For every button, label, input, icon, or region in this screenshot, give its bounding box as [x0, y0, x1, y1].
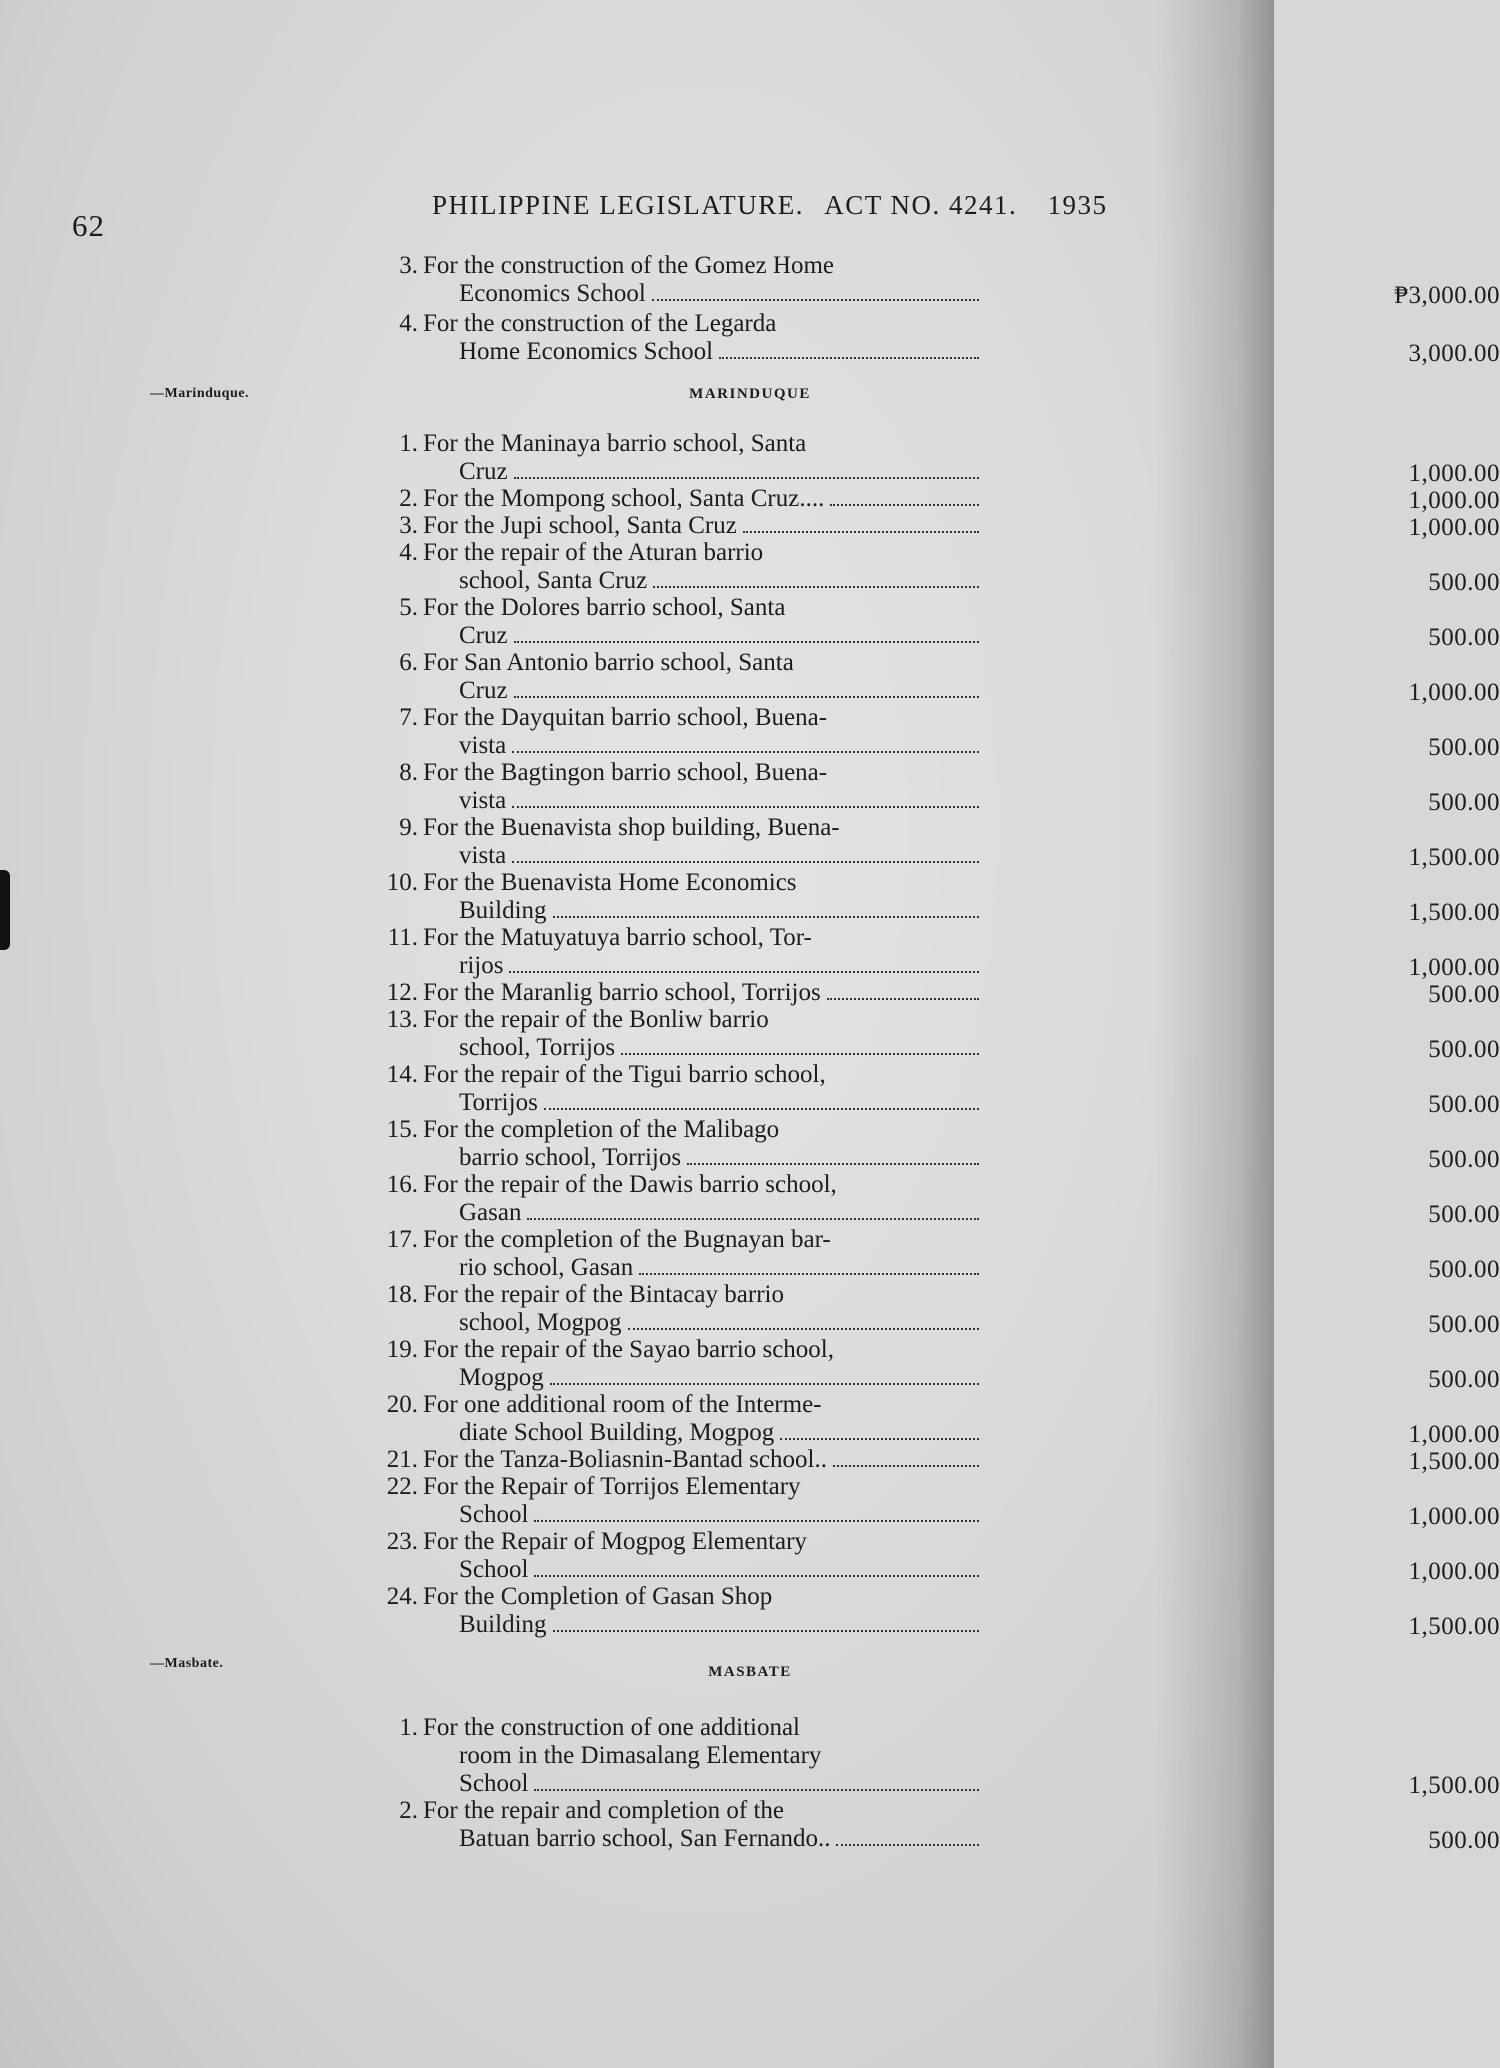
- item-description: [423, 1116, 983, 1172]
- item-number: 2.: [399, 485, 418, 512]
- item-number: 21.: [386, 1446, 418, 1473]
- item-description: [423, 814, 983, 870]
- dot-leader: [553, 1629, 979, 1632]
- item-amount: 1,500.00: [1408, 1772, 1500, 1799]
- item-description-line: School: [423, 1770, 983, 1798]
- item-description-line: vista: [423, 842, 983, 870]
- item-description-line: For the Dolores barrio school, Santa: [423, 594, 786, 621]
- item-number: 22.: [386, 1473, 418, 1500]
- dot-leader: [534, 1574, 979, 1577]
- item-number: 15.: [386, 1116, 418, 1143]
- item-description-line: vista: [423, 732, 983, 760]
- item-description-line: school, Mogpog: [423, 1309, 983, 1337]
- item-description-line: For the Tanza-Boliasnin-Bantad school..: [423, 1446, 983, 1474]
- item-amount: 1,500.00: [1408, 1448, 1500, 1475]
- item-description-line: For the repair of the Tigui barrio school,: [423, 1061, 826, 1088]
- item-description: [423, 1473, 983, 1529]
- item-number: 17.: [386, 1226, 418, 1253]
- item-amount: ₱3,000.00: [1394, 282, 1500, 309]
- item-description: [423, 979, 983, 1007]
- item-description: [423, 1583, 983, 1639]
- item-description-line: Economics School: [423, 280, 983, 308]
- item-number: 8.: [399, 759, 418, 786]
- item-amount: 1,000.00: [1408, 1503, 1500, 1530]
- item-description-line: Batuan barrio school, San Fernando..: [423, 1825, 983, 1853]
- item-amount: 500.00: [1428, 1827, 1500, 1854]
- item-description-line: For the repair of the Bintacay barrio: [423, 1281, 784, 1308]
- dot-leader: [836, 1843, 979, 1846]
- item-number: 24.: [386, 1583, 418, 1610]
- item-description-line: For the construction of the Gomez Home: [423, 252, 835, 279]
- item-description-line: For the Dayquitan barrio school, Buena-: [423, 704, 828, 731]
- dot-leader: [534, 1788, 979, 1791]
- running-head-year: 1935: [1047, 190, 1108, 220]
- item-description-line: For the completion of the Bugnayan bar-: [423, 1226, 831, 1253]
- dot-leader: [514, 640, 979, 643]
- item-number: 9.: [399, 814, 418, 841]
- item-number: 4.: [399, 310, 418, 337]
- item-amount: 1,000.00: [1408, 679, 1500, 706]
- item-description-line: For the Jupi school, Santa Cruz: [423, 512, 983, 540]
- item-amount: 500.00: [1428, 1036, 1500, 1063]
- binding-shadow: [0, 870, 10, 950]
- item-number: 13.: [386, 1006, 418, 1033]
- item-description-line: Cruz: [423, 458, 983, 486]
- item-number: 14.: [386, 1061, 418, 1088]
- item-amount: 500.00: [1428, 624, 1500, 651]
- dot-leader: [550, 1382, 979, 1385]
- item-description-line: barrio school, Torrijos: [423, 1144, 983, 1172]
- item-description-line: rijos: [423, 952, 983, 980]
- item-description-line: Torrijos: [423, 1089, 983, 1117]
- dot-leader: [621, 1052, 979, 1055]
- item-amount: 500.00: [1428, 789, 1500, 816]
- item-description: [423, 1391, 983, 1447]
- item-amount: 500.00: [1428, 1256, 1500, 1283]
- item-description-line: vista: [423, 787, 983, 815]
- dot-leader: [719, 356, 979, 359]
- item-description: [423, 1528, 983, 1584]
- item-amount: 500.00: [1428, 1311, 1500, 1338]
- section-heading-masbate: MASBATE: [708, 1664, 792, 1680]
- dot-leader: [743, 530, 979, 533]
- item-description-line: Building: [423, 897, 983, 925]
- dot-leader: [534, 1519, 979, 1522]
- item-number: 2.: [399, 1797, 418, 1824]
- running-head: [432, 190, 1108, 221]
- item-amount: 1,000.00: [1408, 954, 1500, 981]
- item-description: [423, 252, 983, 308]
- item-number: 5.: [399, 594, 418, 621]
- item-description: [423, 512, 983, 540]
- item-description-line: For one additional room of the Interme-: [423, 1391, 822, 1418]
- item-description-line: For the Maninaya barrio school, Santa: [423, 430, 807, 457]
- item-description: [423, 539, 983, 595]
- dot-leader: [509, 970, 979, 973]
- item-amount: 1,500.00: [1408, 899, 1500, 926]
- item-description: [423, 485, 983, 513]
- item-description-line: For the Buenavista Home Economics: [423, 869, 797, 896]
- item-description-line: For the construction of one additional: [423, 1714, 801, 1741]
- item-amount: 1,000.00: [1408, 460, 1500, 487]
- item-description-line: Mogpog: [423, 1364, 983, 1392]
- dot-leader: [512, 750, 979, 753]
- running-head-title: PHILIPPINE LEGISLATURE.: [432, 190, 804, 220]
- item-description-line: For the construction of the Legarda: [423, 310, 777, 337]
- item-description-line: School: [423, 1501, 983, 1529]
- item-number: 6.: [399, 649, 418, 676]
- dot-leader: [544, 1107, 979, 1110]
- item-description: [423, 759, 983, 815]
- item-description: [423, 869, 983, 925]
- item-description-line: For the repair of the Dawis barrio school,: [423, 1171, 837, 1198]
- item-amount: 1,000.00: [1408, 1558, 1500, 1585]
- dot-leader: [830, 503, 979, 506]
- item-amount: 1,500.00: [1408, 1613, 1500, 1640]
- item-amount: 500.00: [1428, 1146, 1500, 1173]
- item-description-line: School: [423, 1556, 983, 1584]
- dot-leader: [553, 915, 979, 918]
- item-amount: 1,000.00: [1408, 514, 1500, 541]
- item-amount: 1,000.00: [1408, 487, 1500, 514]
- section-heading-marinduque: MARINDUQUE: [689, 386, 811, 402]
- dot-leader: [527, 1217, 979, 1220]
- item-amount: 500.00: [1428, 569, 1500, 596]
- item-number: 1.: [399, 430, 418, 457]
- item-description: [423, 704, 983, 760]
- item-description: [423, 1226, 983, 1282]
- item-description: [423, 1006, 983, 1062]
- item-amount: 500.00: [1428, 734, 1500, 761]
- item-description-line: Gasan: [423, 1199, 983, 1227]
- dot-leader: [687, 1162, 979, 1165]
- item-description-line: school, Torrijos: [423, 1034, 983, 1062]
- item-description-line: For the Repair of Mogpog Elementary: [423, 1528, 807, 1555]
- item-number: 10.: [386, 869, 418, 896]
- item-amount: 3,000.00: [1408, 340, 1500, 367]
- item-number: 1.: [399, 1714, 418, 1741]
- item-number: 20.: [386, 1391, 418, 1418]
- dot-leader: [514, 476, 979, 479]
- item-number: 3.: [399, 512, 418, 539]
- item-number: 16.: [386, 1171, 418, 1198]
- dot-leader: [514, 695, 979, 698]
- item-description: [423, 1714, 983, 1798]
- item-description: [423, 1171, 983, 1227]
- item-description-line: school, Santa Cruz: [423, 567, 983, 595]
- dot-leader: [628, 1327, 980, 1330]
- dot-leader: [827, 997, 979, 1000]
- item-description: [423, 924, 983, 980]
- item-description: [423, 1061, 983, 1117]
- dot-leader: [652, 298, 979, 301]
- item-number: 3.: [399, 252, 418, 279]
- item-description-line: For the repair and completion of the: [423, 1797, 784, 1824]
- item-amount: 500.00: [1428, 1091, 1500, 1118]
- item-description-line: For the Maranlig barrio school, Torrijos: [423, 979, 983, 1007]
- item-number: 23.: [386, 1528, 418, 1555]
- item-amount: 500.00: [1428, 1201, 1500, 1228]
- item-description-line: room in the Dimasalang Elementary: [459, 1742, 822, 1769]
- dot-leader: [653, 585, 979, 588]
- item-description: [423, 1446, 983, 1474]
- item-description-line: For the Repair of Torrijos Elementary: [423, 1473, 801, 1500]
- item-number: 12.: [386, 979, 418, 1006]
- item-description: [423, 1797, 983, 1853]
- item-description: [423, 594, 983, 650]
- item-description-line: Building: [423, 1611, 983, 1639]
- running-head-act: ACT NO. 4241.: [824, 190, 1018, 220]
- item-description-line: rio school, Gasan: [423, 1254, 983, 1282]
- item-description-line: Home Economics School: [423, 338, 983, 366]
- item-number: 7.: [399, 704, 418, 731]
- item-description: [423, 430, 983, 486]
- item-amount: 1,500.00: [1408, 844, 1500, 871]
- item-description-line: For the Buenavista shop building, Buena-: [423, 814, 840, 841]
- dot-leader: [639, 1272, 979, 1275]
- item-amount: 1,000.00: [1408, 1421, 1500, 1448]
- item-number: 11.: [387, 924, 418, 951]
- item-description: [423, 649, 983, 705]
- item-amount: 500.00: [1428, 1366, 1500, 1393]
- item-description-line: Cruz: [423, 622, 983, 650]
- item-description: [423, 1336, 983, 1392]
- item-description-line: For San Antonio barrio school, Santa: [423, 649, 794, 676]
- item-description-line: For the Mompong school, Santa Cruz....: [423, 485, 983, 513]
- item-number: 18.: [386, 1281, 418, 1308]
- margin-note-marinduque: —Marinduque.: [150, 386, 249, 401]
- item-number: 4.: [399, 539, 418, 566]
- item-description-line: For the Bagtingon barrio school, Buena-: [423, 759, 828, 786]
- item-description-line: For the repair of the Aturan barrio: [423, 539, 764, 566]
- dot-leader: [512, 805, 979, 808]
- item-description-line: For the repair of the Sayao barrio school,: [423, 1336, 834, 1363]
- item-description-line: For the Completion of Gasan Shop: [423, 1583, 773, 1610]
- item-description-line: For the Matuyatuya barrio school, Tor-: [423, 924, 812, 951]
- item-description-line: For the completion of the Malibago: [423, 1116, 780, 1143]
- margin-note-masbate: —Masbate.: [150, 1656, 224, 1671]
- dot-leader: [780, 1437, 979, 1440]
- item-number: 19.: [386, 1336, 418, 1363]
- item-description-line: For the repair of the Bonliw barrio: [423, 1006, 769, 1033]
- item-description: [423, 1281, 983, 1337]
- dot-leader: [833, 1464, 979, 1467]
- item-description: [423, 310, 983, 366]
- item-description-line: Cruz: [423, 677, 983, 705]
- item-description-line: diate School Building, Mogpog: [423, 1419, 983, 1447]
- item-amount: 500.00: [1428, 981, 1500, 1008]
- dot-leader: [512, 860, 979, 863]
- page-number: 62: [72, 208, 105, 243]
